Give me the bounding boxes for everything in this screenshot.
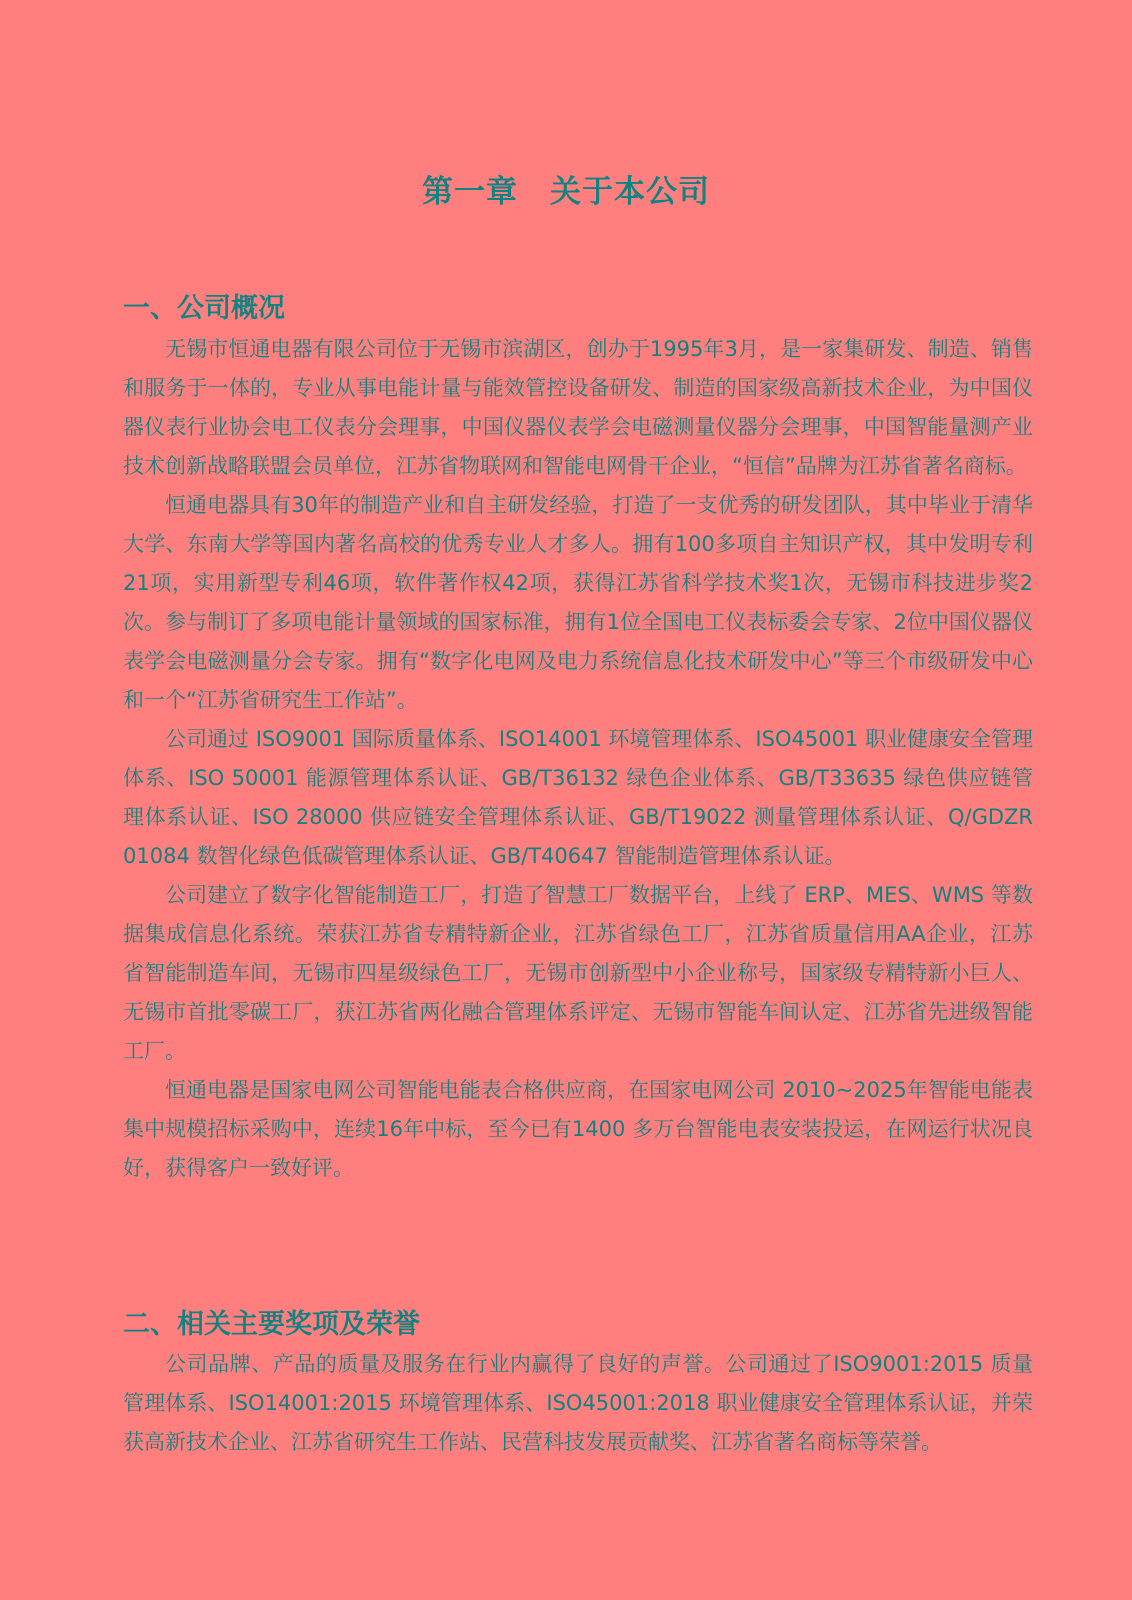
paragraph: 公司建立了数字化智能制造工厂，打造了智慧工厂数据平台，上线了 ERP、MES、WMS 等数据集成信息化系统。荣获江苏省专精特新企业，江苏省绿色工厂，江苏省质量信用AA企业，江苏省智能制造车间，无锡市四星级绿色工厂，无锡市创新型中小企业称号，国家级专精特新小巨人、无锡市首批零碳工厂，获江苏省两化融合管理体系评定、无锡市智能车间认定、江苏省先进级智能工厂。 [123, 883, 1033, 1063]
paragraph: 公司通过 ISO9001 国际质量体系、ISO14001 环境管理体系、ISO45001 职业健康安全管理体系、ISO 50001 能源管理体系认证、GB/T36132 绿色企业体系、GB/T33635 绿色供应链管理体系认证、ISO 28000 供应链安全管理体系认证、GB/T19022 测量管理体系认证、Q/GDZR 01084 数智化绿色低碳管理体系认证、GB/T40647 智能制造管理体系认证。 [123, 727, 1033, 868]
paragraph: 无锡市恒通电器有限公司位于无锡市滨湖区，创办于1995年3月，是一家集研发、制造、销售和服务于一体的，专业从事电能计量与能效管控设备研发、制造的国家级高新技术企业，为中国仪器仪表行业协会电工仪表分会理事，中国仪器仪表学会电磁测量仪器分会理事，中国智能量测产业技术创新战略联盟会员单位，江苏省物联网和智能电网骨干企业，“恒信”品牌为江苏省著名商标。 [123, 337, 1033, 478]
paragraph: 恒通电器具有30年的制造产业和自主研发经验，打造了一支优秀的研发团队，其中毕业于清华大学、东南大学等国内著名高校的优秀专业人才多人。拥有100多项自主知识产权，其中发明专利21项，实用新型专利46项，软件著作权42项，获得江苏省科学技术奖1次，无锡市科技进步奖2次。参与制订了多项电能计量领域的国家标准，拥有1位全国电工仪表标委会专家、2位中国仪器仪表学会电磁测量分会专家。拥有“数字化电网及电力系统信息化技术研发中心”等三个市级研发中心和一个“江苏省研究生工作站”。 [123, 493, 1033, 712]
section-heading-awards-honors: 二、相关主要奖项及荣誉 [123, 1309, 420, 1340]
paragraph: 恒通电器是国家电网公司智能电能表合格供应商，在国家电网公司 2010~2025年智能电能表集中规模招标采购中，连续16年中标，至今已有1400 多万台智能电表安装投运，在网运行状况良好，获得客户一致好评。 [123, 1078, 1033, 1180]
chapter-title: 第一章 关于本公司 [422, 174, 710, 210]
section-heading-company-overview: 一、公司概况 [123, 293, 285, 324]
awards-honors-body [123, 1345, 1033, 1462]
company-overview-body [123, 330, 1033, 1188]
paragraph: 公司品牌、产品的质量及服务在行业内赢得了良好的声誉。公司通过了ISO9001:2015 质量管理体系、ISO14001:2015 环境管理体系、ISO45001:2018 职业健康安全管理体系认证，并荣获高新技术企业、江苏省研究生工作站、民营科技发展贡献奖、江苏省著名商标等荣誉。 [123, 1352, 1033, 1454]
